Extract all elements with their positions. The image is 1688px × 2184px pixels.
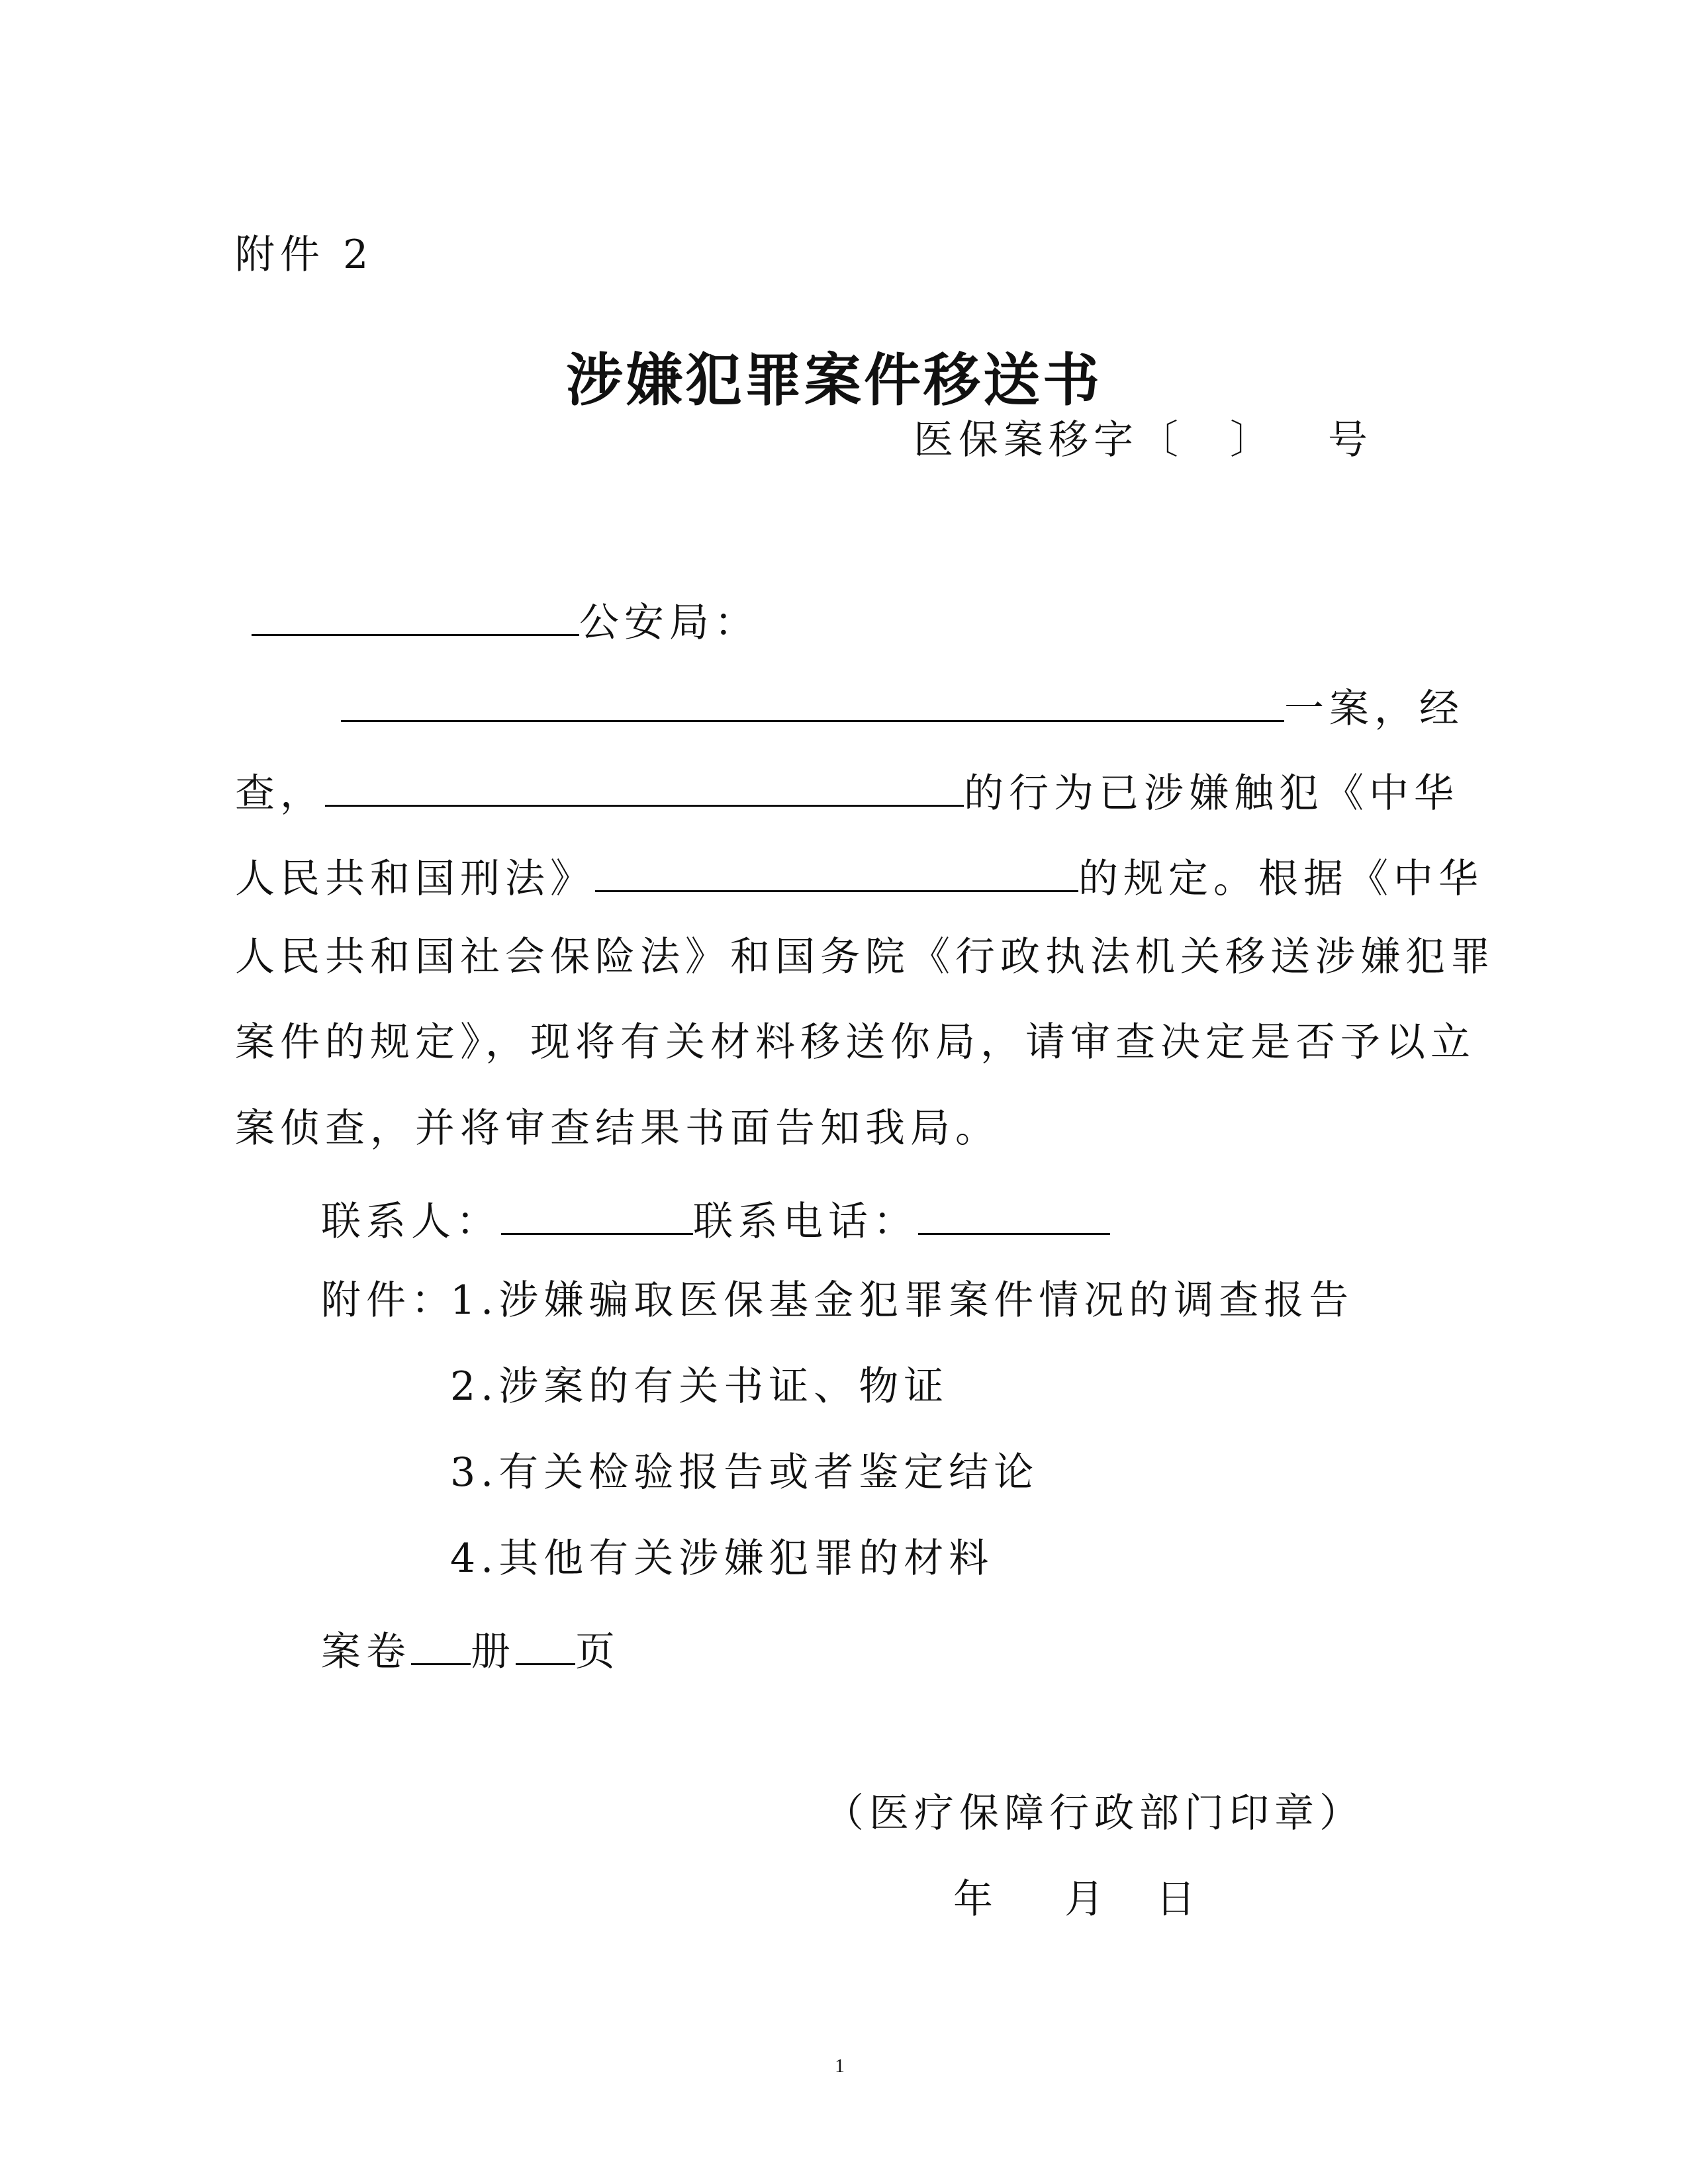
criminal-law-article-blank[interactable] bbox=[595, 852, 1078, 892]
body-line-6: 案侦查，并将审查结果书面告知我局。 bbox=[235, 1105, 1000, 1152]
seal-note: （医疗保障行政部门印章） bbox=[824, 1790, 1364, 1837]
body-line-1 bbox=[341, 682, 1464, 732]
file-volume-prefix: 案卷 bbox=[321, 1629, 411, 1675]
addressee-line bbox=[252, 596, 759, 646]
attachments-label: 附件： bbox=[321, 1277, 456, 1324]
body-line-5: 案件的规定》，现将有关材料移送你局，请审查决定是否予以立 bbox=[235, 1019, 1476, 1066]
date-month: 月 bbox=[1064, 1876, 1109, 1923]
body-line-2-end: 的行为已涉嫌触犯《中华 bbox=[964, 770, 1459, 817]
body-line-2 bbox=[235, 766, 1459, 817]
file-volume-suffix: 页 bbox=[575, 1629, 620, 1675]
page-number: 1 bbox=[835, 2055, 845, 2077]
attachment-item-4: 4.其他有关涉嫌犯罪的材料 bbox=[450, 1535, 994, 1582]
contact-person-label: 联系人： bbox=[321, 1199, 501, 1245]
attachment-item-2: 2.涉案的有关书证、物证 bbox=[450, 1363, 949, 1410]
file-volume-middle: 册 bbox=[471, 1629, 516, 1675]
file-volume-line bbox=[321, 1625, 620, 1675]
attachment-label: 附件 2 bbox=[235, 232, 374, 278]
body-line-3 bbox=[235, 852, 1483, 902]
body-line-1-end: 一案，经 bbox=[1284, 686, 1464, 732]
contact-phone-label: 联系电话： bbox=[693, 1199, 918, 1245]
doc-number-suffix: 号 bbox=[1328, 417, 1373, 463]
attachment-item-1: 1.涉嫌骗取医保基金犯罪案件情况的调查报告 bbox=[450, 1277, 1354, 1324]
addressee-blank[interactable] bbox=[252, 596, 579, 636]
doc-number-bracket-close: 〕 bbox=[1230, 417, 1275, 463]
contact-phone-blank[interactable] bbox=[918, 1195, 1110, 1235]
body-line-3-end: 的规定。根据《中华 bbox=[1078, 856, 1483, 902]
body-line-3-start: 人民共和国刑法》 bbox=[235, 856, 595, 902]
date-day: 日 bbox=[1156, 1876, 1201, 1923]
document-title: 涉嫌犯罪案件移送书 bbox=[566, 347, 1102, 414]
body-line-2-start: 查， bbox=[235, 770, 325, 817]
document-number bbox=[914, 417, 1373, 463]
doc-number-prefix: 医保案移字〔 bbox=[914, 417, 1184, 463]
attachment-item-3: 3.有关检验报告或者鉴定结论 bbox=[450, 1449, 1039, 1496]
date-line bbox=[953, 1876, 1201, 1923]
suspect-blank[interactable] bbox=[325, 766, 964, 807]
date-year: 年 bbox=[953, 1876, 998, 1923]
body-line-4: 人民共和国社会保险法》和国务院《行政执法机关移送涉嫌犯罪 bbox=[235, 934, 1495, 980]
case-name-blank[interactable] bbox=[341, 682, 1284, 722]
contact-line bbox=[321, 1195, 1110, 1245]
addressee-suffix: 公安局： bbox=[579, 600, 759, 646]
contact-person-blank[interactable] bbox=[501, 1195, 693, 1235]
page-count-blank[interactable] bbox=[516, 1625, 575, 1665]
volume-count-blank[interactable] bbox=[411, 1625, 471, 1665]
